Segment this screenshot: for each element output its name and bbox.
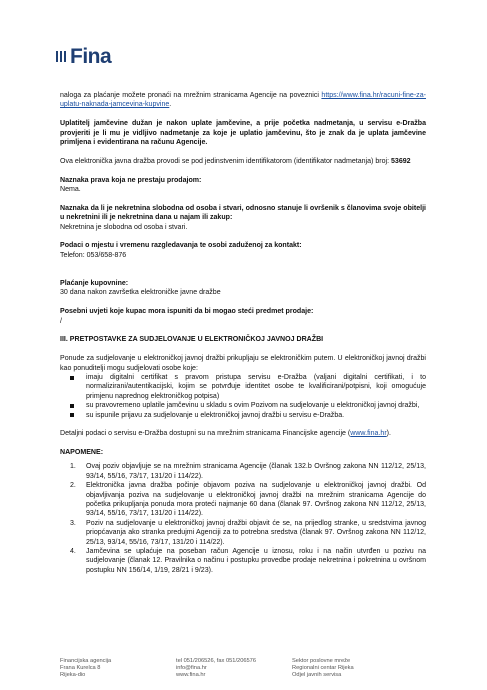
footer-contact <box>176 658 256 680</box>
vacancy-value: Nekretnina je slobodna od osoba i stvari. <box>60 223 188 231</box>
note-text: Elektronička javna dražba počinje objavom poziva na sudjelovanje u elektroničkoj javnoj dražbi. Od objavljivanja poziva na sudjelovanje u elektroničkoj javnoj dražbi na mrežnim stranicama Agencije do početka prikupljanja ponuda mora proteći najmanje 60 dana (članak 97. Ovršnog zakona NN 112/12, 25/13, 93/14, 55/16, 73/17, 131/20 i 114/22). <box>86 482 426 518</box>
payment-heading: Plaćanje kupovnine: <box>60 280 129 288</box>
viewing-value: Telefon: 053/658-876 <box>60 251 127 259</box>
list-item <box>70 481 426 519</box>
intro-paragraph: naloga za plaćanje možete pronaći na mrežnim stranicama Agencije na poveznici https://www.fina.hr/racuni-fine-za-uplatu-naknada-jamcevina-kupvine. <box>60 92 426 109</box>
identifier-text: Ova elektronička javna dražba provodi se pod jedinstvenim identifikatorom (identifikator nadmetanja) broj: <box>60 157 390 165</box>
details-text: Detaljni podaci o servisu e-Dražba dostupni su na mrežnim stranicama Financijske agencije <box>60 430 346 438</box>
footer-line: Odjel javnih servisa <box>292 672 342 679</box>
note-number: 2. <box>70 482 76 490</box>
requirements-list <box>60 373 426 420</box>
footer-line: Frana Kurelca 8 <box>60 665 101 672</box>
fina-logo <box>56 46 111 67</box>
identifier-number: 53692 <box>391 157 411 165</box>
logo-text: Fina <box>70 45 112 68</box>
viewing-heading: Podaci o mjestu i vremenu razgledavanja te osobi zaduženoj za kontakt: <box>60 242 302 250</box>
details-paragraph: Detaljni podaci o servisu e-Dražba dostupni su na mrežnim stranicama Financijske agencije (www.fina.hr). <box>60 430 391 438</box>
deposit-notice: Uplatitelj jamčevine dužan je nakon uplate jamčevine, a prije početka nadmetanja, u servisu e-Dražba provjeriti je li mu je vidljivo nadmetanje za koje je uplatio jamčevinu, što je znak da je uplata jamčevine primljena i evidentirana na računu Agencije. <box>60 120 426 147</box>
footer-line: Regionalni centar Rijeka <box>292 665 354 672</box>
list-item: su pravovremeno uplatile jamčevinu u skladu s ovim Pozivom na sudjelovanje u elektroničkoj javnoj dražbi, <box>86 401 426 410</box>
fina-link[interactable]: www.fina.hr <box>350 430 387 438</box>
identifier-paragraph <box>60 157 426 166</box>
footer-line: tel 051/206526, fax 051/206576 <box>176 658 257 664</box>
note-text: Ovaj poziv objavljuje se na mrežnim stranicama Agencije (članak 132.b Ovršnog zakona NN 112/12, 25/13, 93/14, 55/16, 73/17, 131/20 i 114/22). <box>86 463 426 480</box>
note-text: Poziv na sudjelovanje u elektroničkoj javnoj dražbi objavit će se, na prijedlog stranke, u sredstvima javnog priopćavanja ako stranka predujmi Agenciji za to potrebna sredstva (članak 97. Ovršnog zakona NN 112/12, 25/13, 93/14, 55/16, 73/17, 131/20 i 114/22). <box>86 519 426 546</box>
document-body <box>60 91 426 575</box>
list-item <box>70 462 426 481</box>
logo-bars-icon <box>56 51 66 62</box>
rights-heading: Naznaka prava koja ne prestaju prodajom: <box>60 176 202 184</box>
intro-text: naloga za plaćanje možete pronaći na mrežnim stranicama Agencije na poveznici <box>60 92 319 99</box>
footer-department <box>292 658 354 680</box>
note-number: 3. <box>70 519 76 527</box>
footer-line: Rijeka-dio <box>60 672 86 679</box>
notes-heading: NAPOMENE: <box>60 449 104 457</box>
list-item: imaju digitalni certifikat s pravom pristupa servisu e-Dražba (valjani digitalni certifikati, i to normalizirani/autentikacijski, kojim se potvrđuje identitet osobe te kvalificirani/potpisni, koji omogućuje primjenu naprednog elektroničkog potpisa) <box>86 374 426 400</box>
footer-line: info@fina.hr <box>176 665 207 672</box>
list-item: su ispunile prijavu za sudjelovanje u elektroničkoj javnoj dražbi u servisu e-Dražba. <box>86 411 426 420</box>
footer-line: Financijska agencija <box>60 658 112 664</box>
note-number: 4. <box>70 548 76 555</box>
section-intro: Ponude za sudjelovanje u elektroničkoj javnoj dražbi prikupljaju se elektroničkim putem. U elektroničkoj javnoj dražbi kao ponuditelji mogu sudjelovati osobe koje: <box>60 355 426 372</box>
payment-link[interactable]: https://www.fina.hr/racuni-fine-za-uplatu-naknada-jamcevina-kupvine <box>60 92 426 109</box>
special-heading: Posebni uvjeti koje kupac mora ispuniti da bi mogao steći predmet prodaje: <box>60 308 314 316</box>
section-title: III. PRETPOSTAVKE ZA SUDJELOVANJE U ELEKTRONIČKOJ JAVNOJ DRAŽBI <box>60 336 324 344</box>
footer-address <box>60 658 111 680</box>
footer-line: Sektor poslovne mreže <box>292 658 351 664</box>
note-text: Jamčevina se uplaćuje na poseban račun Agencije u iznosu, roku i na način utvrđen u pozivu na sudjelovanje (članak 12. Pravilnika o načinu i postupku provedbe prodaje nekretnina i pokretnina u ovršnom postupku NN 156/14, 1/19, 28/21 i 9/23). <box>86 548 426 574</box>
notes-list <box>60 462 426 575</box>
payment-value: 30 dana nakon završetka elektroničke javne dražbe <box>60 289 221 297</box>
special-value: / <box>60 317 62 325</box>
note-number: 1. <box>70 463 76 471</box>
footer-line: www.fina.hr <box>176 672 206 679</box>
list-item <box>70 519 426 547</box>
details-suffix: ). <box>386 430 391 438</box>
vacancy-heading: Naznaka da li je nekretnina slobodna od osoba i stvari, odnosno stanuje li ovršenik s članovima svoje obitelji u nekretnini ili je nekretnina dana u najam ili zakup: <box>60 204 426 222</box>
rights-value: Nema. <box>60 186 81 194</box>
list-item <box>70 547 426 575</box>
